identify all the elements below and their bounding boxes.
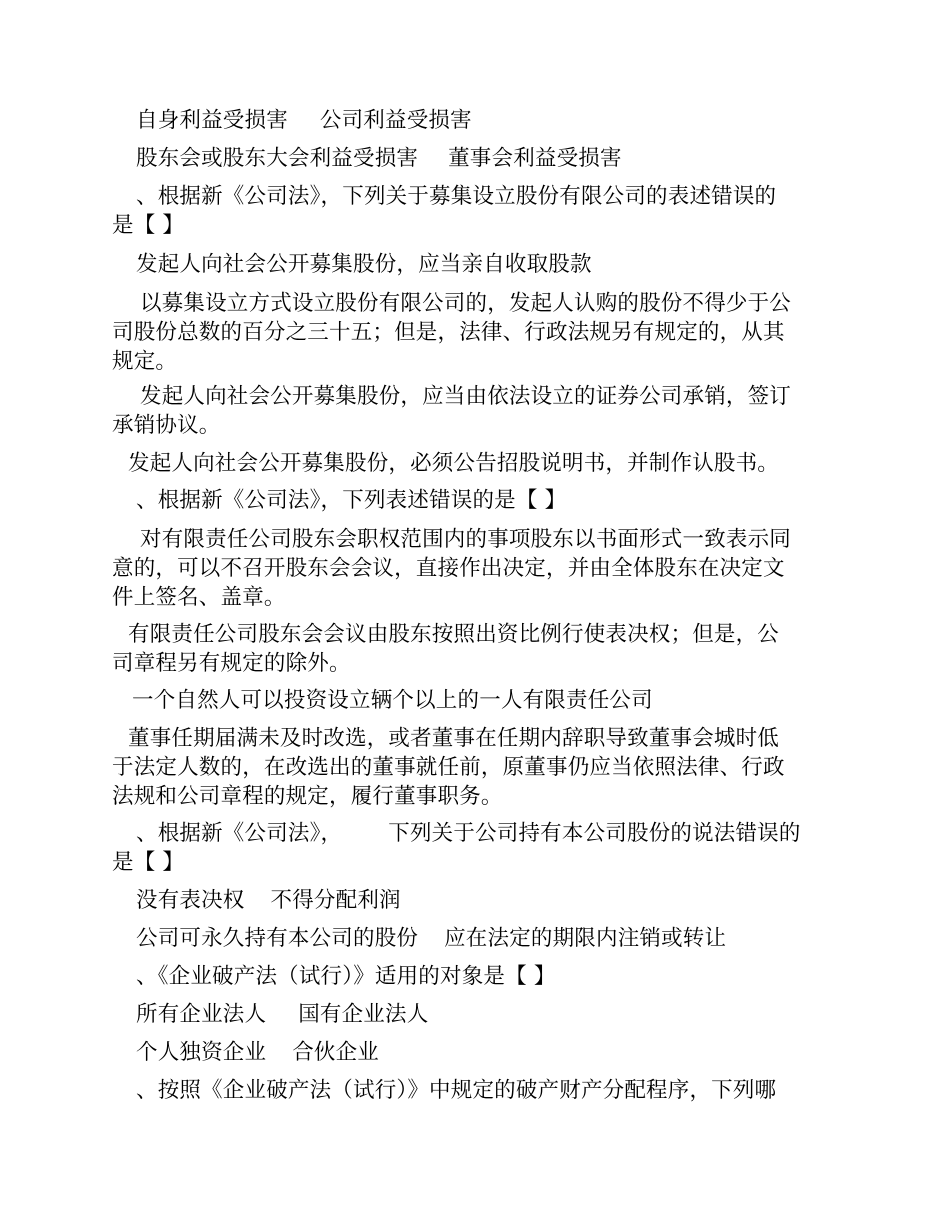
option-no-profit: 不得分配利润 [270, 888, 401, 913]
question-text: 、《企业破产法（试行）》适用的对象是【 】 [136, 964, 556, 989]
option-sole-proprietorship: 个人独资企业 [136, 1040, 267, 1065]
option-text: 一个自然人可以投资设立辆个以上的一人有限责任公司 [132, 688, 653, 713]
option-all-enterprises: 所有企业法人 [136, 1002, 267, 1027]
option-partnership: 合伙企业 [292, 1040, 380, 1065]
option-text: 对有限责任公司股东会职权范围内的事项股东以书面形式一致表示同 [140, 527, 792, 552]
option-line [136, 1038, 379, 1067]
question-text [136, 819, 801, 848]
option-text: 件上签名、盖章。 [112, 585, 286, 610]
option-state-enterprises: 国有企业法人 [298, 1002, 429, 1027]
question-text: 是【 】 [112, 213, 185, 238]
question-part: 、根据新《公司法》， [136, 821, 343, 846]
option-text: 司章程另有规定的除外。 [112, 651, 351, 676]
option-shareholders-meeting: 股东会或股东大会利益受损害 [136, 146, 419, 171]
option-line [136, 1000, 428, 1029]
option-line [136, 886, 401, 915]
option-text: 司股份总数的百分之三十五；但是，法律、行政法规另有规定的，从其 [112, 320, 785, 345]
option-board-interest: 董事会利益受损害 [448, 146, 622, 171]
question-text: 、根据新《公司法》，下列表述错误的是【 】 [136, 488, 567, 513]
option-text: 意的，可以不召开股东会会议，直接作出决定，并由全体股东在决定文 [112, 556, 785, 581]
option-no-voting: 没有表决权 [136, 888, 245, 913]
option-text: 法规和公司章程的规定，履行董事职务。 [112, 784, 503, 809]
question-text: 是【 】 [112, 850, 185, 875]
option-line [136, 144, 622, 173]
option-hold-forever: 公司可永久持有本公司的股份 [136, 926, 419, 951]
option-text: 规定。 [112, 349, 178, 374]
option-text: 于法定人数的，在改选出的董事就任前，原董事仍应当依照法律、行政 [112, 755, 785, 780]
option-text: 董事任期届满未及时改选，或者董事在任期内辞职导致董事会城时低 [128, 726, 780, 751]
question-text: 、根据新《公司法》，下列关于募集设立股份有限公司的表述错误的 [136, 184, 777, 209]
option-text: 承销协议。 [112, 413, 221, 438]
option-text: 有限责任公司股东会会议由股东按照出资比例行使表决权；但是，公 [128, 622, 780, 647]
option-text: 发起人向社会公开募集股份，必须公告招股说明书，并制作认股书。 [128, 451, 780, 476]
question-part: 下列关于公司持有本公司股份的说法错误的 [388, 821, 801, 846]
option-self-interest: 自身利益受损害 [136, 108, 288, 133]
option-text: 发起人向社会公开募集股份，应当由依法设立的证券公司承销，签订 [140, 384, 792, 409]
option-text: 发起人向社会公开募集股份，应当亲自收取股款 [136, 252, 592, 277]
option-company-interest: 公司利益受损害 [319, 108, 472, 133]
option-line [136, 924, 726, 953]
option-text: 以募集设立方式设立股份有限公司的，发起人认购的股份不得少于公 [140, 291, 792, 316]
question-text: 、按照《企业破产法（试行）》中规定的破产财产分配程序，下列哪 [136, 1078, 777, 1103]
option-cancel-transfer: 应在法定的期限内注销或转让 [444, 926, 727, 951]
option-line [136, 106, 472, 135]
